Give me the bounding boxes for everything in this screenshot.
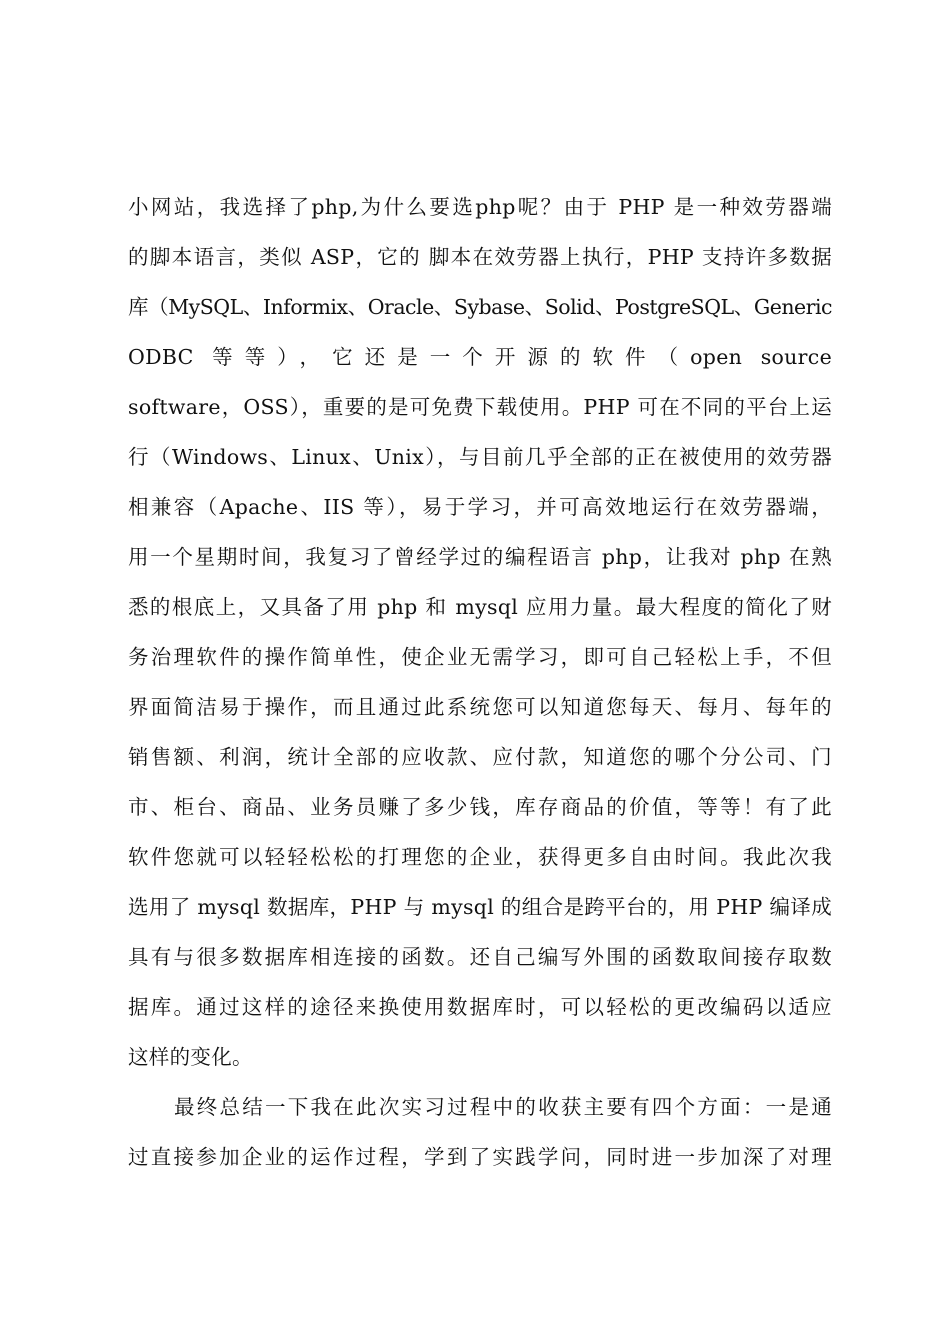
text-line: 据库。通过这样的途径来换使用数据库时，可以轻松的更改编码以适应 [128,995,832,1019]
text-line: 销售额、利润，统计全部的应收款、应付款，知道您的哪个分公司、门 [128,745,832,769]
text-line: 用一个星期时间，我复习了曾经学过的编程语言 php，让我对 php 在熟 [128,545,832,569]
text-line: 悉的根底上，又具备了用 php 和 mysql 应用力量。最大程度的简化了财 [128,595,832,619]
text-line: 具有与很多数据库相连接的函数。还自己编写外围的函数取间接存取数 [128,945,832,969]
text-line: 这样的变化。 [128,1045,253,1069]
text-line: software，OSS），重要的是可免费下载使用。PHP 可在不同的平台上运 [128,395,832,419]
text-line: 小网站，我选择了php,为什么要选php呢？由于 PHP 是一种效劳器端 [128,195,832,219]
text-line: 最终总结一下我在此次实习过程中的收获主要有四个方面：一是通 [174,1095,832,1119]
text-line: 相兼容（Apache、IIS 等），易于学习，并可高效地运行在效劳器端， [128,495,832,519]
paragraph-2 [128,1082,832,1182]
text-line: 务治理软件的操作简单性，使企业无需学习，即可自己轻松上手，不但 [128,645,832,669]
text-line: 市、柜台、商品、业务员赚了多少钱，库存商品的价值，等等！有了此 [128,795,832,819]
text-line: 选用了 mysql 数据库，PHP 与 mysql 的组合是跨平台的，用 PHP 编译成 [128,895,832,919]
text-line: 的脚本语言，类似 ASP，它的 脚本在效劳器上执行，PHP 支持许多数据 [128,245,832,269]
text-line: 过直接参加企业的运作过程，学到了实践学问，同时进一步加深了对理 [128,1145,832,1169]
text-line: 界面简洁易于操作，而且通过此系统您可以知道您每天、每月、每年的 [128,695,832,719]
text-line: 软件您就可以轻轻松松的打理您的企业，获得更多自由时间。我此次我 [128,845,832,869]
text-line: 库（MySQL、Informix、Oracle、Sybase、Solid、PostgreSQL、Generic [128,295,832,319]
paragraph-1 [128,182,832,1082]
text-line: ODBC 等等），它还是一个开源的软件（open source [128,345,832,369]
document-body [128,182,832,1182]
text-line: 行（Windows、Linux、Unix），与目前几乎全部的正在被使用的效劳器 [128,445,832,469]
